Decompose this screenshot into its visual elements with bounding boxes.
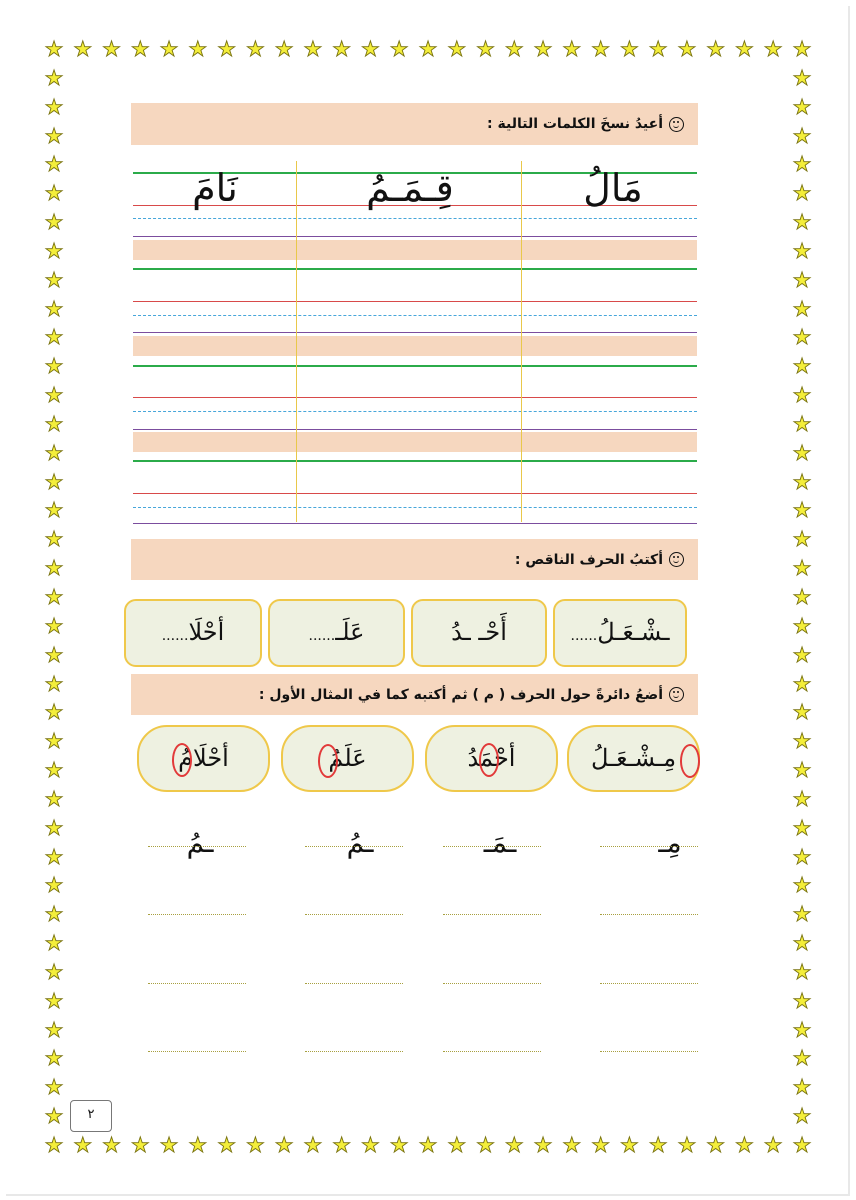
star-icon: ★ — [677, 1133, 697, 1157]
star-icon: ★ — [44, 123, 64, 148]
guide-line-top — [133, 365, 697, 367]
missing-letter-card — [411, 599, 547, 667]
star-icon: ★ — [792, 642, 812, 667]
guide-line — [133, 493, 697, 494]
star-icon: ★ — [44, 729, 64, 754]
example-letter: ـمَـ — [483, 826, 517, 859]
star-icon: ★ — [792, 238, 812, 263]
writing-line[interactable] — [148, 983, 246, 984]
star-icon: ★ — [792, 527, 812, 552]
guide-line-dashed — [133, 315, 697, 316]
writing-line[interactable] — [148, 914, 246, 915]
star-icon: ★ — [792, 873, 812, 898]
star-icon: ★ — [792, 440, 812, 465]
writing-line[interactable] — [443, 983, 541, 984]
star-icon: ★ — [44, 959, 64, 984]
blank-dots[interactable]: ...... — [308, 628, 336, 644]
star-icon: ★ — [102, 1133, 121, 1157]
writing-line[interactable] — [600, 983, 698, 984]
smiley-icon — [669, 117, 684, 132]
instruction-banner-circle-letter — [131, 674, 698, 715]
star-icon: ★ — [792, 613, 812, 638]
writing-line[interactable] — [443, 846, 541, 847]
star-icon: ★ — [44, 786, 64, 811]
star-icon: ★ — [763, 37, 783, 61]
star-icon: ★ — [245, 1133, 265, 1157]
star-icon: ★ — [44, 585, 64, 609]
column-divider — [296, 161, 297, 522]
missing-letter-card — [553, 599, 687, 667]
star-icon: ★ — [130, 1133, 150, 1157]
star-icon: ★ — [361, 1133, 380, 1157]
circle-mark — [680, 744, 700, 778]
missing-letter-card — [268, 599, 405, 667]
guide-line-bottom — [133, 332, 697, 333]
star-icon: ★ — [102, 37, 121, 61]
star-icon: ★ — [44, 613, 64, 638]
guide-line-top — [133, 460, 697, 462]
star-icon: ★ — [159, 37, 179, 61]
star-icon: ★ — [44, 527, 64, 552]
blank-dots[interactable]: ...... — [570, 628, 598, 644]
word-pill — [137, 725, 270, 792]
star-icon: ★ — [44, 411, 64, 436]
word-part: أحْلَا — [188, 618, 225, 646]
writing-line[interactable] — [148, 846, 246, 847]
star-icon: ★ — [706, 1133, 726, 1157]
star-icon: ★ — [44, 498, 64, 523]
guide-line — [133, 397, 697, 398]
star-icon: ★ — [130, 37, 150, 61]
star-icon: ★ — [44, 440, 64, 465]
star-icon: ★ — [44, 1133, 64, 1157]
guide-line-dashed — [133, 218, 697, 219]
guide-line-dashed — [133, 411, 697, 412]
star-icon: ★ — [504, 1133, 524, 1157]
star-icon: ★ — [447, 37, 467, 61]
star-icon: ★ — [73, 37, 93, 61]
star-icon: ★ — [792, 844, 812, 869]
pill-word: أحْلَامُ — [178, 744, 229, 772]
instruction-text: أعيدُ نسخَ الكلمات التالية : — [487, 116, 663, 132]
guide-line-bottom — [133, 523, 697, 524]
word-part: عَلَـ — [335, 618, 365, 646]
pill-word: عَلَمُ — [328, 744, 367, 772]
star-icon: ★ — [706, 37, 726, 61]
star-icon: ★ — [533, 37, 553, 61]
page-number: ٢ — [70, 1100, 112, 1132]
star-icon: ★ — [217, 1133, 237, 1157]
instruction-banner-missing-letter — [131, 539, 698, 580]
star-icon: ★ — [476, 37, 495, 61]
writing-line[interactable] — [600, 914, 698, 915]
star-icon: ★ — [447, 1133, 467, 1157]
smiley-icon — [669, 552, 684, 567]
star-icon: ★ — [763, 1133, 783, 1157]
star-icon: ★ — [44, 469, 64, 494]
star-icon: ★ — [217, 37, 237, 61]
star-icon: ★ — [44, 873, 64, 898]
star-icon: ★ — [792, 354, 812, 379]
star-icon: ★ — [792, 700, 812, 725]
star-icon: ★ — [792, 931, 812, 956]
guide-line-bottom — [133, 236, 697, 237]
star-icon: ★ — [332, 1133, 352, 1157]
star-icon: ★ — [44, 1075, 64, 1100]
star-icon: ★ — [44, 296, 64, 321]
row-separator — [133, 336, 697, 356]
star-icon: ★ — [533, 1133, 553, 1157]
writing-line[interactable] — [305, 983, 403, 984]
star-icon: ★ — [274, 37, 294, 61]
model-word: مَالُ — [583, 166, 643, 210]
writing-line[interactable] — [305, 846, 403, 847]
star-icon: ★ — [418, 1133, 438, 1157]
smiley-icon — [669, 687, 684, 702]
star-icon: ★ — [792, 152, 812, 177]
row-separator — [133, 432, 697, 452]
star-icon: ★ — [792, 1104, 812, 1129]
star-icon: ★ — [476, 1133, 495, 1157]
star-icon: ★ — [792, 383, 812, 408]
example-letter: ـمُ — [346, 826, 374, 859]
column-divider — [521, 161, 522, 522]
star-icon: ★ — [44, 758, 64, 783]
star-icon: ★ — [562, 37, 582, 61]
circle-mark — [479, 743, 499, 777]
star-icon: ★ — [792, 556, 812, 581]
star-icon: ★ — [44, 354, 64, 379]
star-icon: ★ — [792, 65, 812, 90]
star-icon: ★ — [389, 37, 409, 61]
star-icon: ★ — [303, 1133, 323, 1157]
star-icon: ★ — [648, 37, 668, 61]
star-icon: ★ — [188, 37, 208, 61]
star-icon: ★ — [792, 1133, 812, 1157]
star-icon: ★ — [44, 642, 64, 667]
star-icon: ★ — [792, 296, 812, 321]
star-icon: ★ — [44, 238, 64, 263]
example-letter: ـمُ — [186, 826, 214, 859]
star-icon: ★ — [44, 65, 64, 90]
star-icon: ★ — [619, 37, 639, 61]
star-icon: ★ — [303, 37, 323, 61]
star-icon: ★ — [159, 1133, 179, 1157]
guide-line-bottom — [133, 429, 697, 430]
circle-mark — [318, 744, 338, 778]
star-icon: ★ — [44, 1017, 64, 1042]
star-icon: ★ — [44, 1104, 64, 1129]
star-icon: ★ — [188, 1133, 208, 1157]
star-icon: ★ — [792, 267, 812, 292]
star-icon: ★ — [619, 1133, 639, 1157]
star-icon: ★ — [792, 1046, 812, 1071]
pill-word: أحْمَدُ — [467, 744, 516, 772]
star-icon: ★ — [792, 498, 812, 523]
pill-word: مِـشْـعَـلُ — [590, 744, 677, 772]
example-letter: مِـ — [658, 826, 682, 859]
circle-mark — [172, 743, 192, 777]
star-icon: ★ — [792, 959, 812, 984]
star-icon: ★ — [44, 700, 64, 725]
star-icon: ★ — [44, 210, 64, 235]
row-separator — [133, 240, 697, 260]
star-icon: ★ — [648, 1133, 668, 1157]
star-icon: ★ — [792, 325, 812, 350]
blank-dots[interactable]: ...... — [161, 628, 189, 644]
writing-line[interactable] — [305, 914, 403, 915]
writing-line[interactable] — [600, 1051, 698, 1052]
star-icon: ★ — [792, 181, 812, 206]
star-icon: ★ — [677, 37, 697, 61]
star-icon: ★ — [792, 1017, 812, 1042]
star-icon: ★ — [792, 411, 812, 436]
star-icon: ★ — [44, 325, 64, 350]
writing-line[interactable] — [443, 1051, 541, 1052]
model-word: قِـمَـمُ — [366, 166, 454, 210]
star-icon: ★ — [418, 37, 438, 61]
guide-line-top — [133, 268, 697, 270]
star-icon: ★ — [504, 37, 524, 61]
word-pill — [281, 725, 414, 792]
star-icon: ★ — [44, 671, 64, 696]
star-icon: ★ — [44, 988, 64, 1013]
writing-line[interactable] — [600, 846, 698, 847]
star-icon: ★ — [792, 758, 812, 783]
guide-line — [133, 301, 697, 302]
star-icon: ★ — [44, 152, 64, 177]
star-icon: ★ — [792, 729, 812, 754]
star-icon: ★ — [44, 383, 64, 408]
star-icon: ★ — [591, 37, 611, 61]
star-icon: ★ — [792, 786, 812, 811]
star-icon: ★ — [792, 94, 812, 119]
model-word: نَامَ — [192, 166, 238, 210]
star-icon: ★ — [792, 1075, 812, 1100]
instruction-text: أكتبُ الحرف الناقص : — [514, 551, 663, 568]
word-part: أَحْـ ـدُ — [451, 618, 507, 646]
star-icon: ★ — [735, 1133, 754, 1157]
star-icon: ★ — [44, 1046, 64, 1071]
star-icon: ★ — [792, 469, 812, 494]
star-icon: ★ — [562, 1133, 582, 1157]
star-icon: ★ — [44, 37, 64, 61]
star-icon: ★ — [735, 37, 754, 61]
star-icon: ★ — [44, 181, 64, 206]
star-icon: ★ — [44, 556, 64, 581]
star-icon: ★ — [591, 1133, 611, 1157]
writing-line[interactable] — [443, 914, 541, 915]
star-icon: ★ — [44, 94, 64, 119]
star-icon: ★ — [44, 844, 64, 869]
missing-letter-card — [124, 599, 262, 667]
star-icon: ★ — [792, 671, 812, 696]
star-icon: ★ — [792, 123, 812, 148]
star-icon: ★ — [44, 815, 64, 840]
star-icon: ★ — [389, 1133, 409, 1157]
word-part: ـشْـعَـلُ — [597, 618, 670, 646]
star-icon: ★ — [792, 988, 812, 1013]
writing-line[interactable] — [148, 1051, 246, 1052]
star-icon: ★ — [44, 931, 64, 956]
star-icon: ★ — [792, 902, 812, 927]
star-icon: ★ — [274, 1133, 294, 1157]
star-icon: ★ — [332, 37, 352, 61]
star-icon: ★ — [73, 1133, 93, 1157]
star-icon: ★ — [792, 815, 812, 840]
guide-line-dashed — [133, 507, 697, 508]
instruction-text: أضعُ دائرةً حول الحرف ( م ) ثم أكتبه كما في المثال الأول : — [258, 686, 663, 703]
star-icon: ★ — [361, 37, 380, 61]
writing-line[interactable] — [305, 1051, 403, 1052]
star-icon: ★ — [245, 37, 265, 61]
star-icon: ★ — [44, 902, 64, 927]
star-icon: ★ — [792, 210, 812, 235]
star-icon: ★ — [792, 37, 812, 61]
star-icon: ★ — [44, 267, 64, 292]
instruction-banner-copy-words — [131, 103, 698, 145]
star-icon: ★ — [792, 585, 812, 609]
